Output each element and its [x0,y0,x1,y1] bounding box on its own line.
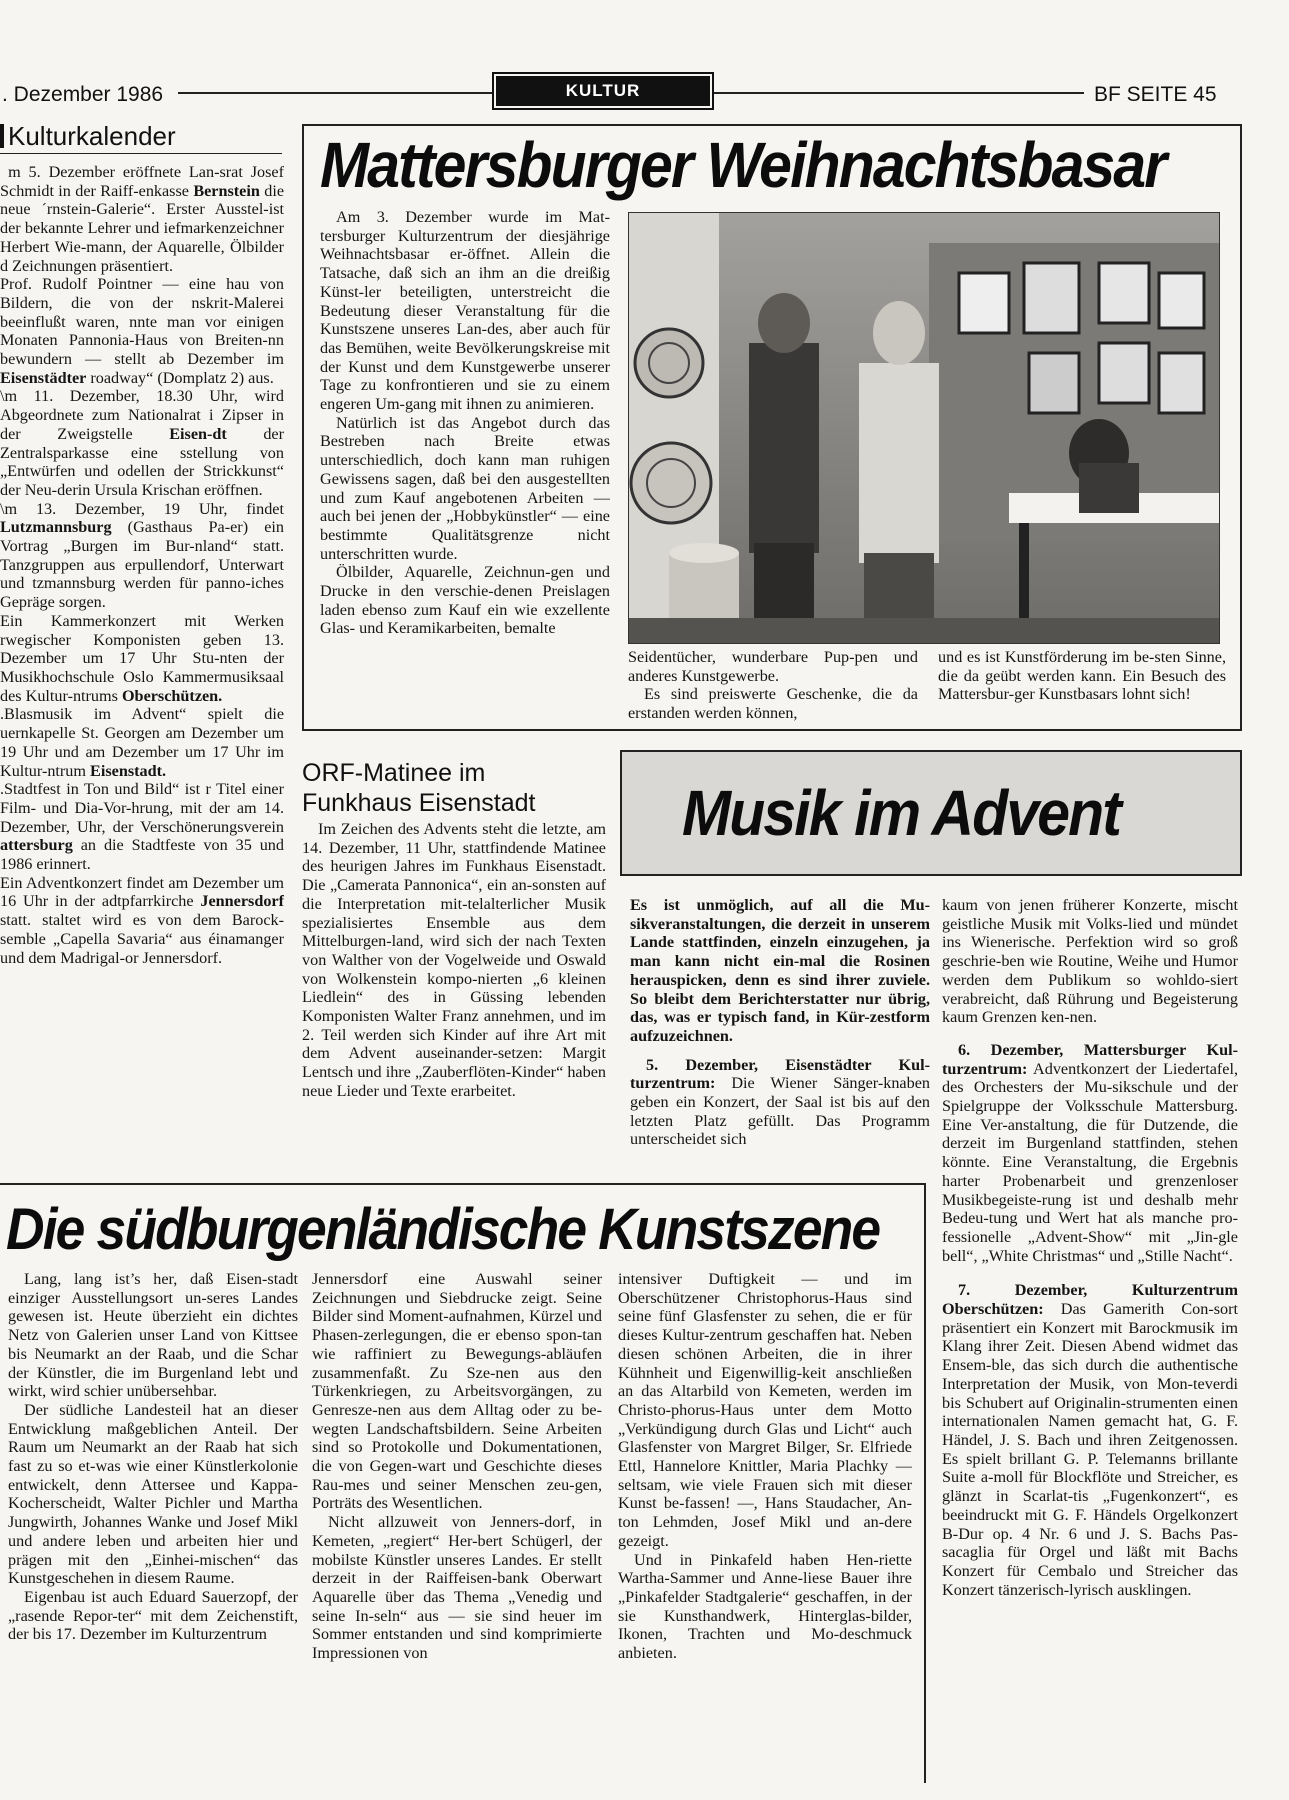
advent-paragraph: 7. Dezember, Kulturzentrum Oberschützen: Das Gamerith Con-sort präsentiert ein Konzert mit Barockmusik im Klang ihrer Zeit. Diesen Abend widmet das Ensem-ble, das sich durch die authentische Interpretation der Musik, von Mon-teverdi bis Schubert auf Originalin-strumenten einen internationalen Namen gemacht hat, G. F. Händel, J. S. Bach und ihren Zeitgenossen. Es spielt brillant G. P. Telemanns brillante Suite a-moll für Blockflöte und Streicher, es glänzt in Scarlat-tis „Fugenkonzert“, es beeindruckt mit G. F. Händels Orgelkonzert B-Dur op. 4 Nr. 6 und J. S. Bachs Pas-sacaglia für Orgel und läßt mit Bachs Konzert für Cembalo und Streicher das Konzert tänzerisch-lyrisch ausklingen. [942,1281,1238,1599]
calendar-entry: Prof. Rudolf Pointner — eine hau von Bildern, die von der nskrit-Malerei beeinflußt waren, nnte man vor einigen Monaten Pannonia-Haus von Breiten-nn bewundern — stellt ab Dezember im Eisenstädter roadway“ (Domplatz 2) aus. [0,275,284,387]
orf-body [302,820,606,1174]
basar-col2 [628,648,918,723]
advent-lead: Es ist unmöglich, auf all die Mu-sikveranstaltungen, die derzeit in unserem Lande stattfinden, einzeln einzugehen, ja man kann nicht ein-mal die Rosinen herauspicken, denn es sind ihrer zuviele. So bleibt dem Berichterstatter nur übrig, das, was er typisch fand, in Kür-zestform aufzuzeichnen. [630,896,930,1045]
kunstszene-paragraph: Der südliche Landesteil hat an dieser Entwicklung maßgeblichen Anteil. Der Raum um Neumarkt an der Raab hat sich fast zu so et-was wie einer Künstlerkolonie entwickelt, denn Attersee und Kappa-Kocherscheidt, Walter Pichler und Martha Jungwirth, Johannes Wanke und Josef Mikl und andere leben und arbeiten hier und prägen mit den „Einhei-mischen“ das Kunstgeschehen in diesem Raume. [8,1400,298,1588]
calendar-entry: \m 11. Dezember, 18.30 Uhr, wird Abgeordnete zum Nationalrat i Zipser in der Zweigstelle Eisen-dt der Zentralsparkasse eine sstellung von „Entwürfen und odellen der Strickkunst“ der Neu-derin Ursula Krischan eröffnen. [0,387,284,499]
kulturkalender-body [0,163,284,1173]
advent-paragraph: kaum von jenen früherer Konzerte, mischt geistliche Musik mit Volks-lied und mündet ins Wienerische. Perfektion wird so groß geschrie-ben wie Routine, Weihe und Humor werden dem Publikum so wohldo-siert verabreicht, daß Rührung und Begeisterung kaum Grenzen ken-nen. [942,896,1238,1027]
basar-photo [628,212,1220,644]
calendar-entry: Ein Kammerkonzert mit Werken rwegischer Komponisten geben 13. Dezember um 17 Uhr Stu-nten der Musikhochschule Oslo Kammermusiksaal des Kultur-ntrums Oberschützen. [0,611,284,705]
page-number: BF SEITE 45 [1094,83,1217,106]
calendar-entry: Ein Adventkonzert findet am Dezember um 16 Uhr in der adtpfarrkirche Jennersdorf statt. staltet wird es von dem Barock-semble „Capella Savaria“ aus éinamanger und dem Madrigal-or Jennersdorf. [0,873,284,967]
calendar-entry: \m 13. Dezember, 19 Uhr, findet Lutzmannsburg (Gasthaus Pa-er) ein Vortrag „Burgen im Bur-nland“ statt. Tanzgruppen aus erpullendorf, Unterwart und tzmannsburg werden für panno-iches Gepräge sorgen. [0,499,284,612]
advent-headline: Musik im Advent [682,777,1121,849]
basar-paragraph: Natürlich ist das Angebot durch das Bestreben nach Breite etwas unterschiedlich, doch kann man ruhigen Gewissens sagen, daß bei den ausgestellten und zum Kauf angebotenen Arbeiten — auch bei jenen der „Hobbykünstler“ — eine bestimmte Qualitätsgrenze nicht unterschritten wurde. [320,413,610,563]
issue-date: . Dezember 1986 [2,83,164,106]
kulturkalender-title-text: Kulturkalender [8,121,176,151]
basar-paragraph: Es sind preiswerte Geschenke, die da erstanden werden können, [628,685,918,723]
calendar-entry: .Blasmusik im Advent“ spielt die uernkapelle St. Georgen am Dezember um 19 Uhr und am Dezember um 17 Uhr im Kultur-ntrum Eisenstadt. [0,705,284,780]
calendar-entry: m 5. Dezember eröffnete Lan-srat Josef Schmidt in der Raiff-enkasse Bernstein die neue ´rnstein-Galerie“. Erster Ausstel-ist der bekannte Lehrer und iefmarkenzeichner Herbert Wie-mann, der Aquarelle, Ölbilder d Zeichnungen präsentiert. [0,163,284,275]
kunstszene-paragraph: Und in Pinkafeld haben Hen-riette Wartha-Sammer und Anne-liese Bauer ihre „Pinkafelder Stadtgalerie“ geschaffen, in der sie Kunsthandwerk, Hinterglas-bilder, Ikonen, Trachten und Mo-deschmuck anbieten. [618,1550,912,1663]
basar-paragraph: und es ist Kunstförderung im be-sten Sinne, die da geübt werden kann. Ein Besuch des Mattersbur-ger Kunstbasars lohnt sich! [938,648,1226,704]
basar-paragraph: Am 3. Dezember wurde im Mat-tersburger Kulturzentrum der diesjährige Weihnachtsbasar er-öffnet. Allein die Tatsache, daß sich an ihm an die dreißig Künst-ler beteiligten, unterstreicht die Bedeutung dieser Veranstaltung für die Kunstszene unseres Lan-des, aber auch für das Bemühen, weite Bevölkerungskreise mit der Kunst und dem Kunstgewerbe unserer Tage zu konfrontieren und sie zu einem engeren Um-gang mit ihnen zu animieren. [320,208,610,414]
advent-col2 [942,896,1238,1796]
kunstszene-frame-top [0,1183,926,1185]
orf-title [302,758,535,818]
kunstszene-headline: Die südburgenländische Kunstszene [6,1197,880,1262]
basar-col3 [938,648,1226,704]
kunstszene-paragraph: Lang, lang ist’s her, daß Eisen-stadt einziger Ausstellungsort un-seres Landes gewesen ist. Heute überzieht ein dichtes Netz von Galerien unser Land von Kittsee bis Neumarkt an der Raab, und die Schar der Künstler, die im Burgenland lebt und wirkt, wird schier unübersehbar. [8,1270,298,1401]
kunstszene-paragraph: intensiver Duftigkeit — und im Oberschützener Christophorus-Haus sind seine fünf Glasfenster zu sehen, die er für dieses Kultur-zentrum geschaffen hat. Neben diesen schönen Arbeiten, die in ihrer Kühnheit und Eigenwillig-keit anschließen an das Altarbild von Kemeten, werden im Christo-phorus-Haus unter dem Motto „Verkündigung durch Glas und Licht“ auch Glasfenster von Margret Bilger, Sr. Elfriede Ettl, Hannelore Knittler, Maria Plachky — seltsam, wie viele Frauen sich mit dieser Kunst be-fassen! —, Hans Staudacher, An-ton Lehmden, Josef Mikl und an-dere gezeigt. [618,1270,912,1550]
header-rule-left [178,92,492,94]
basar-col1 [320,208,610,724]
kulturkalender-title [0,121,176,152]
basar-paragraph: Seidentücher, wunderbare Pup-pen und anderes Kunstgewerbe. [628,648,918,685]
exhibition-photo-image [629,213,1219,643]
kunstszene-paragraph: Eigenbau ist auch Eduard Sauerzopf, der „rasende Repor-ter“ mit dem Zeichenstift, der bis 17. Dezember im Kulturzentrum [8,1587,298,1644]
kunstszene-col1 [8,1270,298,1790]
advent-paragraph: 5. Dezember, Eisenstädter Kul-turzentrum: Die Wiener Sänger-knaben geben ein Konzert, der Saal ist bis auf den letzten Platz gefüllt. Das Programm unterscheidet sich [630,1055,930,1149]
kunstszene-paragraph: Jennersdorf eine Auswahl seiner Zeichnungen und Siebdrucke zeigt. Seine Bilder sind Moment-aufnahmen, Kürzel und Phasen-zerlegungen, die er ebenso spon-tan wie raffiniert zu Bewegungs-abläufen zusammenfaßt. Zu Sze-nen aus den Türkenkriegen, zu Arbeitsvorgängen, zu Genresze-nen aus dem Alltag oder zu be-wegten Landschaftsbildern. Seine Arbeiten sind so Protokolle und Dokumentationen, die von Gegen-wart und Geschichte dieses Rau-mes und seiner Menschen zeu-gen, Porträts des Wesentlichen. [312,1270,602,1513]
header-rule-right [714,92,1084,94]
orf-title-line: Funkhaus Eisenstadt [302,789,536,817]
kunstszene-col3 [618,1270,912,1790]
advent-col1 [630,896,930,1172]
advent-paragraph: 6. Dezember, Mattersburger Kul-turzentrum: Adventkonzert der Liedertafel, des Orchesters der Mu-sikschule und der Spielgruppe der Volksschule Mattersburg. Eine Ver-anstaltung, die für Dutzende, die derzeit im Burgenland stattfinden, stehen könnte. Eine Veranstaltung, die Ergebnis harter Probenarbeit und grenzenloser Musikbegeiste-rung ist und deshalb mehr Bedeu-tung und Wert hat als manche pro-fessionelle „Advent-Show“ mit „Jin-gle bell“, „White Christmas“ und „Stille Nacht“. [942,1040,1238,1265]
kunstszene-col2 [312,1270,602,1790]
kunstszene-paragraph: Nicht allzuweit von Jenners-dorf, in Kemeten, „regiert“ Her-bert Schügerl, der mobilste Künstler unseres Landes. Er stellt derzeit in der Raiffeisen-bank Oberwart Aquarelle über das Thema „Venedig und seine In-seln“ aus — sie sind heuer im Sommer entstanden und sind komprimierte Impressionen von [312,1513,602,1663]
title-bar [0,124,4,148]
section-label: KULTUR [496,76,710,106]
basar-headline: Mattersburger Weihnachtsbasar [320,129,1166,201]
calendar-entry: .Stadtfest in Ton und Bild“ ist r Titel einer Film- und Dia-Vor-hrung, mit der am 14. Dezember, Uhr, der Verschönerungsverein attersburg an die Stadtfeste von 35 und 1986 erinnert. [0,780,284,874]
kulturkalender-rule [0,153,282,154]
orf-paragraph: Im Zeichen des Advents steht die letzte, am 14. Dezember, 11 Uhr, stattfindende Matinee des heurigen Jahres im Funkhaus Eisenstadt. Die „Camerata Pannonica“, ein an-sonsten auf die Interpretation mit-telalterlicher Musik spezialisiertes Ensemble aus dem Mittelburgen-land, wird sich der nach Texten von Walther von der Vogelweide und Oswald von Wolkenstein kompo-nierten „6 kleinen Liedlein“ des in Güssing lebenden Komponisten Walter Franz annehmen, und im 2. Teil werden sich Kinder auf ihre Art mit dem Advent auseinander-setzen: Margit Lentsch und ihre „Zauberflöten-Kinder“ haben neue Lieder und Texte erarbeitet. [302,820,606,1100]
basar-paragraph: Ölbilder, Aquarelle, Zeichnun-gen und Drucke in den verschie-denen Preislagen laden ebenso zum Kauf ein wie exzellente Glas- und Keramikarbeiten, bemalte [320,563,610,638]
kunstszene-frame-right [924,1183,926,1783]
orf-title-line: ORF-Matinee im [302,759,486,787]
